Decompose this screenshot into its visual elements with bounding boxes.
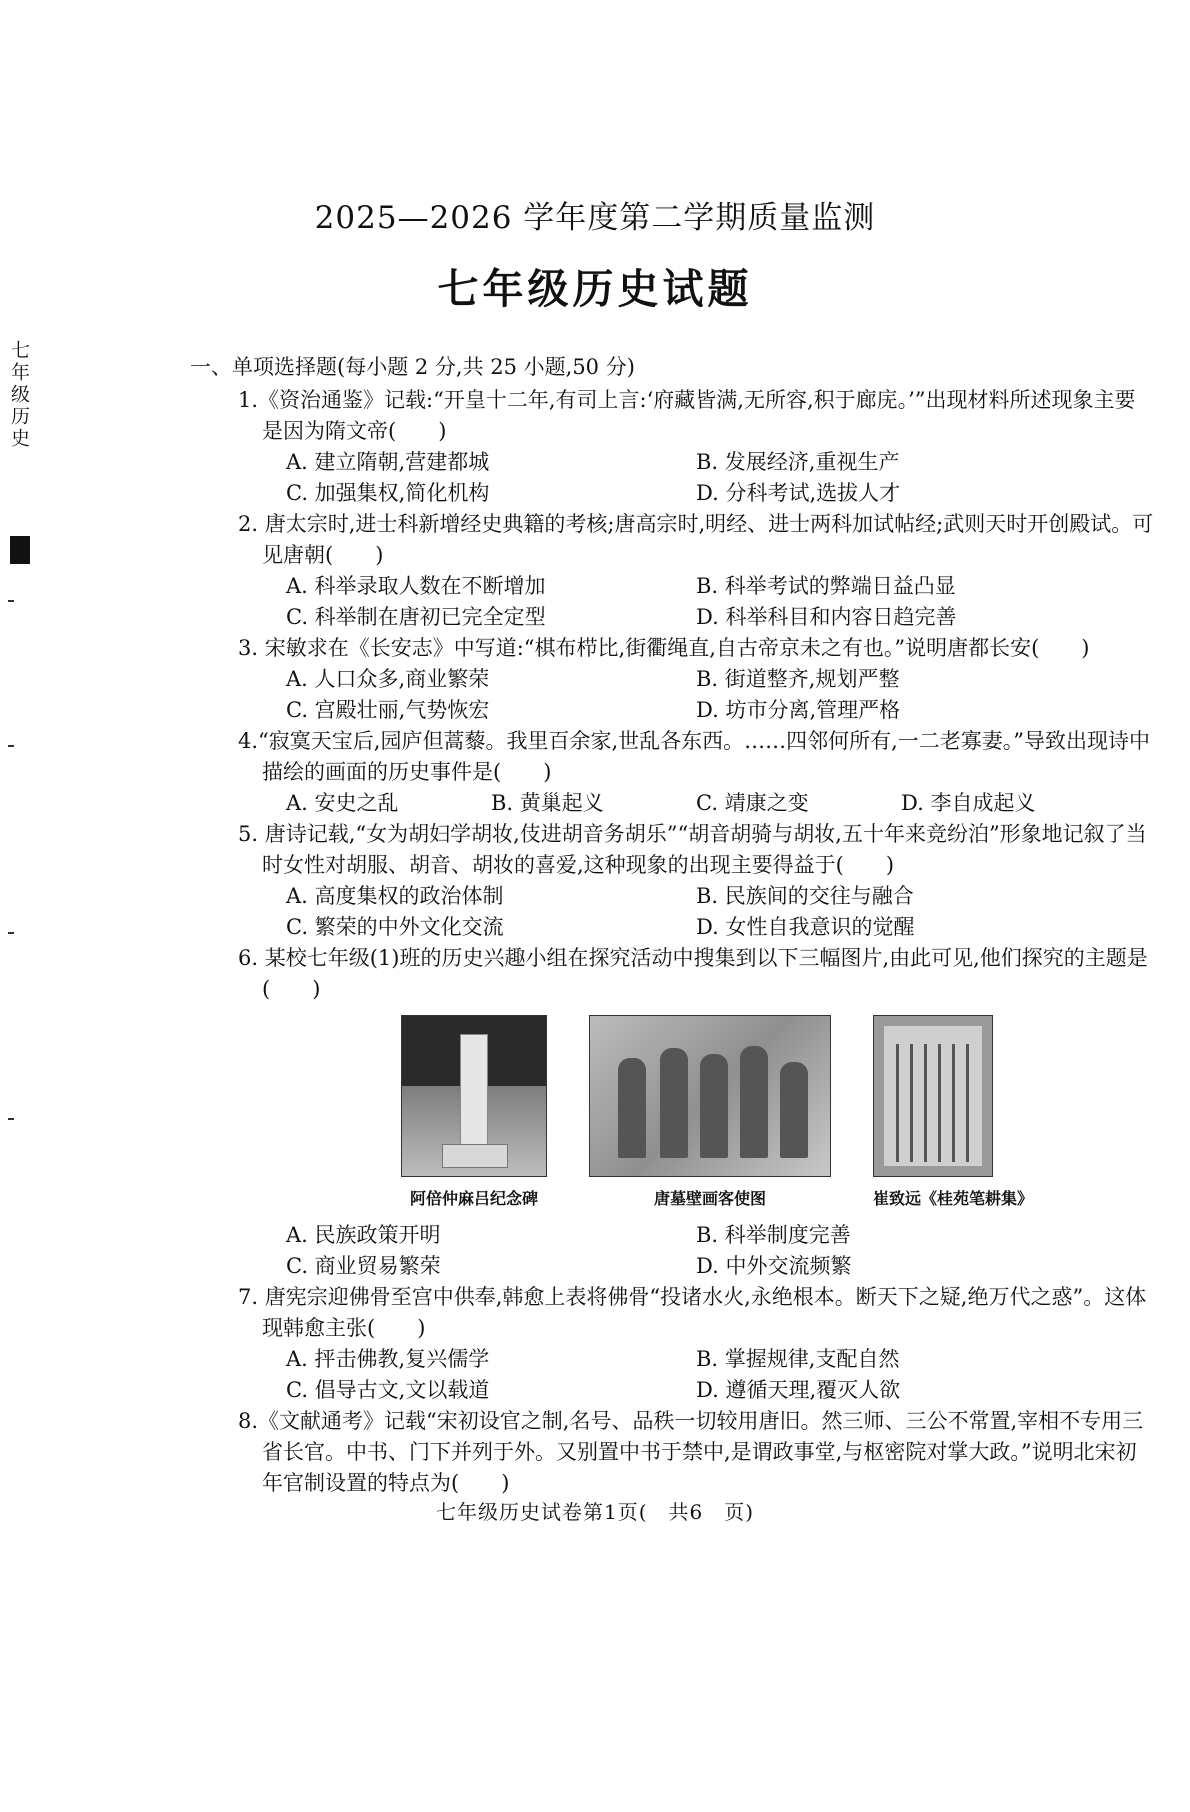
question-6 <box>190 943 1155 1282</box>
question-2 <box>190 509 1155 633</box>
option-d: D. 科举科目和内容日趋完善 <box>696 605 957 629</box>
options <box>238 664 1155 726</box>
figure-mural <box>589 1015 831 1214</box>
option-d: D. 女性自我意识的觉醒 <box>696 915 915 939</box>
figure-caption: 崔致远《桂苑笔耕集》 <box>873 1189 1034 1208</box>
option-c: C. 靖康之变 <box>696 791 809 815</box>
question-stem: 4.“寂寞天宝后,园庐但蒿藜。我里百余家,世乱各东西。……四邻何所有,一二老寡妻。”导致出现诗中描绘的画面的历史事件是( ) <box>238 729 1151 784</box>
figure-book <box>873 1015 1033 1214</box>
option-c: C. 加强集权,简化机构 <box>286 481 490 505</box>
side-black-mark <box>10 536 30 564</box>
page-footer: 七年级历史试卷第1页( 共6 页) <box>435 1500 755 1524</box>
option-a: A. 民族政策开明 <box>286 1223 441 1247</box>
option-a: A. 抨击佛教,复兴儒学 <box>286 1347 490 1371</box>
book-photo <box>873 1015 993 1177</box>
options <box>238 881 1155 943</box>
monument-photo <box>401 1015 547 1177</box>
options <box>238 447 1155 509</box>
option-d: D. 分科考试,选拔人才 <box>696 481 901 505</box>
options <box>238 1220 1155 1282</box>
option-d: D. 中外交流频繁 <box>696 1254 852 1278</box>
option-a: A. 高度集权的政治体制 <box>286 884 504 908</box>
option-b: B. 街道整齐,规划严整 <box>696 667 900 691</box>
figure-caption: 唐墓壁画客使图 <box>653 1189 766 1208</box>
option-a: A. 人口众多,商业繁荣 <box>286 667 490 691</box>
option-d: D. 遵循天理,覆灭人欲 <box>696 1378 901 1402</box>
question-3 <box>190 633 1155 726</box>
side-tick <box>8 932 14 934</box>
question-4 <box>190 726 1155 819</box>
question-stem: 6. 某校七年级(1)班的历史兴趣小组在探究活动中搜集到以下三幅图片,由此可见,他们探究的主题是( ) <box>238 946 1148 1001</box>
side-tick <box>8 1118 14 1120</box>
side-tick <box>8 745 14 747</box>
figure-row <box>401 1015 1155 1214</box>
option-b: B. 掌握规律,支配自然 <box>696 1347 900 1371</box>
figure-caption: 阿倍仲麻吕纪念碑 <box>409 1189 538 1208</box>
question-stem: 3. 宋敏求在《长安志》中写道:“棋布栉比,街衢绳直,自古帝京未之有也。”说明唐都长安( ) <box>238 636 1090 660</box>
option-d: D. 坊市分离,管理严格 <box>696 698 901 722</box>
option-c: C. 繁荣的中外文化交流 <box>286 915 504 939</box>
option-d: D. 李自成起义 <box>901 791 1036 815</box>
question-stem: 2. 唐太宗时,进士科新增经史典籍的考核;唐高宗时,明经、进士两科加试帖经;武则天时开创殿试。可见唐朝( ) <box>238 512 1154 567</box>
mural-photo <box>589 1015 831 1177</box>
option-b: B. 科举考试的弊端日益凸显 <box>696 574 956 598</box>
question-5 <box>190 819 1155 943</box>
option-a: A. 建立隋朝,营建都城 <box>286 450 490 474</box>
side-tick <box>8 600 14 602</box>
options <box>238 571 1155 633</box>
figure-monument <box>401 1015 547 1214</box>
question-7 <box>190 1282 1155 1406</box>
option-b: B. 发展经济,重视生产 <box>696 450 900 474</box>
question-stem: 1.《资治通鉴》记载:“开皇十二年,有司上言:‘府藏皆满,无所容,积于廊庑。’”出现材料所述现象主要是因为隋文帝( ) <box>238 388 1136 443</box>
exam-content <box>190 352 1155 1499</box>
option-c: C. 倡导古文,文以载道 <box>286 1378 490 1402</box>
section-heading: 一、单项选择题(每小题 2 分,共 25 小题,50 分) <box>190 355 635 379</box>
question-1 <box>190 385 1155 509</box>
question-stem: 7. 唐宪宗迎佛骨至宫中供奉,韩愈上表将佛骨“投诸水火,永绝根本。断天下之疑,绝万代之惑”。这体现韩愈主张( ) <box>238 1285 1147 1340</box>
options <box>238 1344 1155 1406</box>
exam-title: 七年级历史试题 <box>437 265 753 313</box>
options <box>238 788 1155 819</box>
option-c: C. 商业贸易繁荣 <box>286 1254 441 1278</box>
option-a: A. 安史之乱 <box>286 791 399 815</box>
option-a: A. 科举录取人数在不断增加 <box>286 574 546 598</box>
question-8 <box>190 1406 1155 1499</box>
option-b: B. 科举制度完善 <box>696 1223 851 1247</box>
exam-subtitle: 2025—2026 学年度第二学期质量监测 <box>314 200 876 236</box>
side-subject-label: 七年级历史 <box>8 340 30 450</box>
option-c: C. 宫殿壮丽,气势恢宏 <box>286 698 490 722</box>
question-stem: 8.《文献通考》记载“宋初设官之制,名号、品秩一切较用唐旧。然三师、三公不常置,宰相不专用三省长官。中书、门下并列于外。又别置中书于禁中,是谓政事堂,与枢密院对掌大政。”说明北宋初年官制设置的特点为( ) <box>238 1409 1144 1495</box>
question-stem: 5. 唐诗记载,“女为胡妇学胡妆,伎进胡音务胡乐”“胡音胡骑与胡妆,五十年来竞纷泊”形象地记叙了当时女性对胡服、胡音、胡妆的喜爱,这种现象的出现主要得益于( ) <box>238 822 1147 877</box>
option-b: B. 黄巢起义 <box>491 791 604 815</box>
option-b: B. 民族间的交往与融合 <box>696 884 914 908</box>
option-c: C. 科举制在唐初已完全定型 <box>286 605 546 629</box>
